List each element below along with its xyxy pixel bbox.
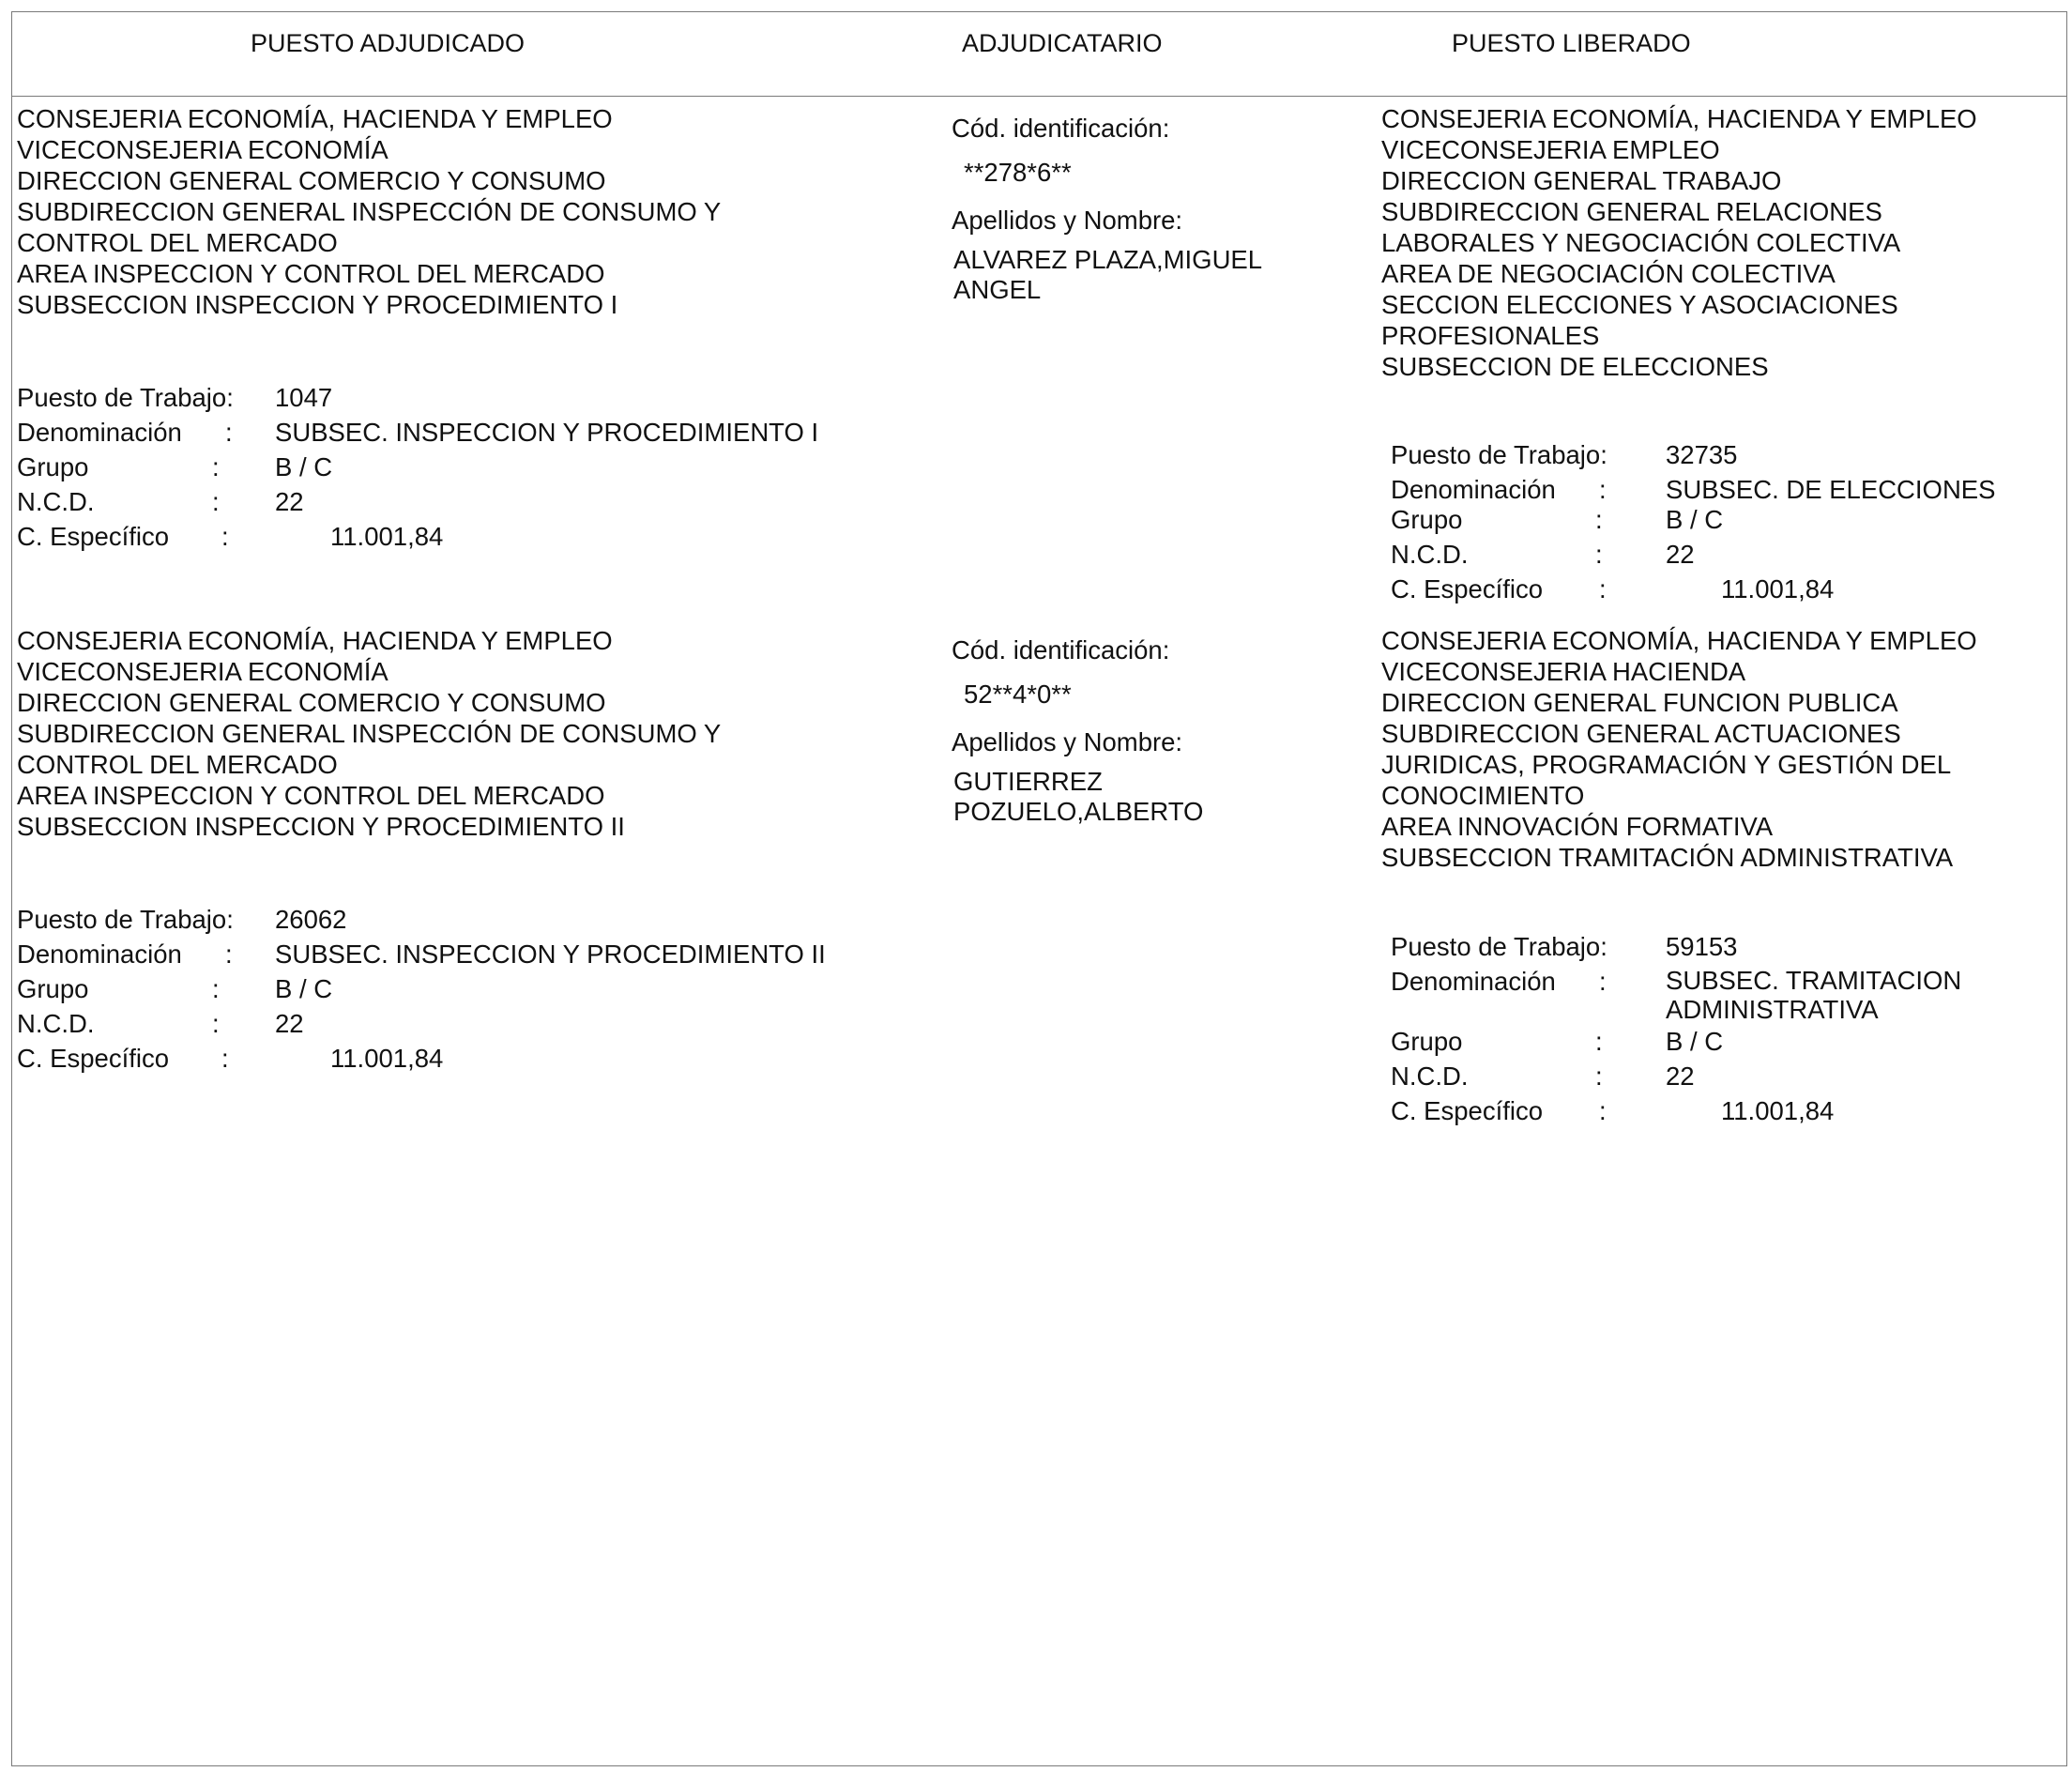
field-colon: : (1599, 574, 1607, 603)
field-denominacion (17, 939, 918, 973)
entry-2-adjudicatario (952, 634, 1203, 827)
column-header-adjudicatario: ADJUDICATARIO (962, 29, 1163, 57)
org-line: DIRECCION GENERAL TRABAJO (1381, 166, 1782, 195)
field-colon: : (1595, 1062, 1603, 1091)
field-label: N.C.D. (1391, 1062, 1469, 1091)
field-label: Puesto de Trabajo: (17, 905, 234, 934)
field-colon: : (225, 939, 233, 969)
nombre-line: GUTIERREZ (953, 767, 1103, 796)
field-value: B / C (1666, 1027, 1724, 1056)
entry-1-adjudicado-fields (17, 382, 918, 556)
field-value: 22 (275, 1009, 304, 1038)
field-colon: : (221, 522, 229, 551)
org-line: DIRECCION GENERAL COMERCIO Y CONSUMO (17, 688, 606, 717)
column-header-puesto-adjudicado: PUESTO ADJUDICADO (251, 29, 526, 57)
field-puesto (1391, 439, 2048, 474)
field-label: Grupo (1391, 1027, 1463, 1056)
field-value: 22 (275, 487, 304, 516)
org-line: SUBDIRECCION GENERAL INSPECCIÓN DE CONSUMO Y (17, 719, 722, 748)
org-line: VICECONSEJERIA ECONOMÍA (17, 135, 388, 164)
field-grupo (17, 973, 918, 1008)
entry-2-liberado-organization (1381, 625, 1977, 873)
apellidos-nombre-label: Apellidos y Nombre: (952, 206, 1183, 235)
cod-identificacion-label: Cód. identificación: (952, 114, 1170, 143)
entry-1-liberado-fields (1391, 439, 2048, 608)
org-line: AREA INSPECCION Y CONTROL DEL MERCADO (17, 259, 605, 288)
field-label: Grupo (17, 974, 89, 1003)
field-colon: : (1595, 540, 1603, 569)
field-value: 11.001,84 (1721, 574, 1835, 603)
field-value: SUBSEC. INSPECCION Y PROCEDIMIENTO I (275, 418, 819, 447)
field-label: C. Específico (17, 1044, 170, 1073)
field-value: 32735 (1666, 440, 1738, 469)
field-ncd (1391, 539, 2048, 573)
org-line: SECCION ELECCIONES Y ASOCIACIONES (1381, 290, 1898, 319)
field-label: Denominación (17, 939, 182, 969)
field-label: Grupo (17, 452, 89, 481)
field-label: Grupo (1391, 505, 1463, 534)
field-value: 11.001,84 (330, 522, 444, 551)
org-line: CONTROL DEL MERCADO (17, 228, 338, 257)
field-ncd (1391, 1061, 2048, 1095)
org-line: JURIDICAS, PROGRAMACIÓN Y GESTIÓN DEL (1381, 750, 1952, 779)
field-value: 1047 (275, 383, 333, 412)
entry-2-adjudicado-fields (17, 904, 918, 1077)
nombre-line: ALVAREZ PLAZA,MIGUEL (953, 245, 1263, 274)
org-line: CONSEJERIA ECONOMÍA, HACIENDA Y EMPLEO (1381, 626, 1977, 655)
cod-identificacion-label: Cód. identificación: (952, 635, 1170, 664)
org-line: SUBDIRECCION GENERAL RELACIONES (1381, 197, 1882, 226)
header-divider (11, 96, 2067, 97)
field-colon: : (212, 452, 220, 481)
denominacion-line: ADMINISTRATIVA (1666, 995, 1879, 1024)
org-line: LABORALES Y NEGOCIACIÓN COLECTIVA (1381, 228, 1901, 257)
apellidos-nombre-label: Apellidos y Nombre: (952, 727, 1183, 756)
field-colon: : (1599, 967, 1607, 996)
field-label: Denominación (1391, 475, 1556, 504)
column-header-puesto-liberado: PUESTO LIBERADO (1452, 29, 1691, 57)
field-colon: : (212, 487, 220, 516)
denominacion-line: SUBSEC. TRAMITACION (1666, 966, 1962, 995)
entry-1-liberado-organization (1381, 103, 1977, 382)
cod-identificacion-value: **278*6** (964, 158, 1072, 187)
org-line: SUBDIRECCION GENERAL INSPECCIÓN DE CONSUMO Y (17, 197, 722, 226)
field-value: 22 (1666, 1062, 1695, 1091)
field-colon: : (212, 974, 220, 1003)
field-puesto (1391, 931, 2048, 966)
field-value: B / C (275, 452, 333, 481)
field-especifico (17, 521, 918, 556)
org-line: SUBSECCION INSPECCION Y PROCEDIMIENTO II (17, 812, 625, 841)
entry-2-adjudicado-organization (17, 625, 721, 842)
field-colon: : (212, 1009, 220, 1038)
field-label: Puesto de Trabajo: (17, 383, 234, 412)
field-especifico (17, 1043, 918, 1077)
field-value (1666, 966, 1961, 1024)
field-puesto (17, 382, 918, 417)
field-especifico (1391, 1095, 2048, 1130)
org-line: SUBDIRECCION GENERAL ACTUACIONES (1381, 719, 1901, 748)
nombre-line: POZUELO,ALBERTO (953, 797, 1204, 826)
org-line: AREA INSPECCION Y CONTROL DEL MERCADO (17, 781, 605, 810)
org-line: CONSEJERIA ECONOMÍA, HACIENDA Y EMPLEO (17, 626, 613, 655)
field-label: N.C.D. (17, 487, 95, 516)
org-line: PROFESIONALES (1381, 321, 1600, 350)
field-value: 11.001,84 (330, 1044, 444, 1073)
field-colon: : (1599, 1096, 1607, 1125)
org-line: SUBSECCION DE ELECCIONES (1381, 352, 1769, 381)
org-line: DIRECCION GENERAL COMERCIO Y CONSUMO (17, 166, 606, 195)
org-line: DIRECCION GENERAL FUNCION PUBLICA (1381, 688, 1898, 717)
field-value: SUBSEC. INSPECCION Y PROCEDIMIENTO II (275, 939, 826, 969)
org-line: CONOCIMIENTO (1381, 781, 1585, 810)
field-puesto (17, 904, 918, 939)
field-value: 22 (1666, 540, 1695, 569)
field-value: B / C (275, 974, 333, 1003)
field-value: 26062 (275, 905, 347, 934)
org-line: CONTROL DEL MERCADO (17, 750, 338, 779)
cod-identificacion-value: 52**4*0** (964, 680, 1072, 709)
nombre-line: ANGEL (953, 275, 1042, 304)
field-label: C. Específico (17, 522, 170, 551)
field-value: 59153 (1666, 932, 1738, 961)
field-value: B / C (1666, 505, 1724, 534)
field-label: Puesto de Trabajo: (1391, 440, 1607, 469)
org-line: CONSEJERIA ECONOMÍA, HACIENDA Y EMPLEO (1381, 104, 1977, 133)
field-label: Puesto de Trabajo: (1391, 932, 1607, 961)
field-grupo (1391, 1026, 2048, 1061)
field-label: Denominación (1391, 967, 1556, 996)
field-colon: : (225, 418, 233, 447)
field-label: C. Específico (1391, 1096, 1544, 1125)
field-colon: : (221, 1044, 229, 1073)
entry-2-liberado-fields (1391, 931, 2048, 1130)
entry-1-adjudicatario (952, 113, 1262, 305)
field-denominacion (17, 417, 918, 451)
field-grupo (1391, 504, 2048, 539)
field-colon: : (1599, 475, 1607, 504)
field-denominacion (1391, 966, 2048, 1026)
org-line: AREA DE NEGOCIACIÓN COLECTIVA (1381, 259, 1836, 288)
org-line: VICECONSEJERIA EMPLEO (1381, 135, 1720, 164)
org-line: VICECONSEJERIA HACIENDA (1381, 657, 1746, 686)
entry-1-adjudicado-organization (17, 103, 721, 320)
field-grupo (17, 451, 918, 486)
field-colon: : (1595, 1027, 1603, 1056)
org-line: VICECONSEJERIA ECONOMÍA (17, 657, 388, 686)
field-label: C. Específico (1391, 574, 1544, 603)
org-line: SUBSECCION INSPECCION Y PROCEDIMIENTO I (17, 290, 618, 319)
field-ncd (17, 1008, 918, 1043)
field-label: N.C.D. (17, 1009, 95, 1038)
org-line: SUBSECCION TRAMITACIÓN ADMINISTRATIVA (1381, 843, 1954, 872)
field-ncd (17, 486, 918, 521)
field-denominacion (1391, 474, 2048, 504)
field-colon: : (1595, 505, 1603, 534)
field-value: 11.001,84 (1721, 1096, 1835, 1125)
field-label: N.C.D. (1391, 540, 1469, 569)
field-value: SUBSEC. DE ELECCIONES (1666, 475, 1996, 504)
field-label: Denominación (17, 418, 182, 447)
org-line: AREA INNOVACIÓN FORMATIVA (1381, 812, 1774, 841)
field-especifico (1391, 573, 2048, 608)
org-line: CONSEJERIA ECONOMÍA, HACIENDA Y EMPLEO (17, 104, 613, 133)
